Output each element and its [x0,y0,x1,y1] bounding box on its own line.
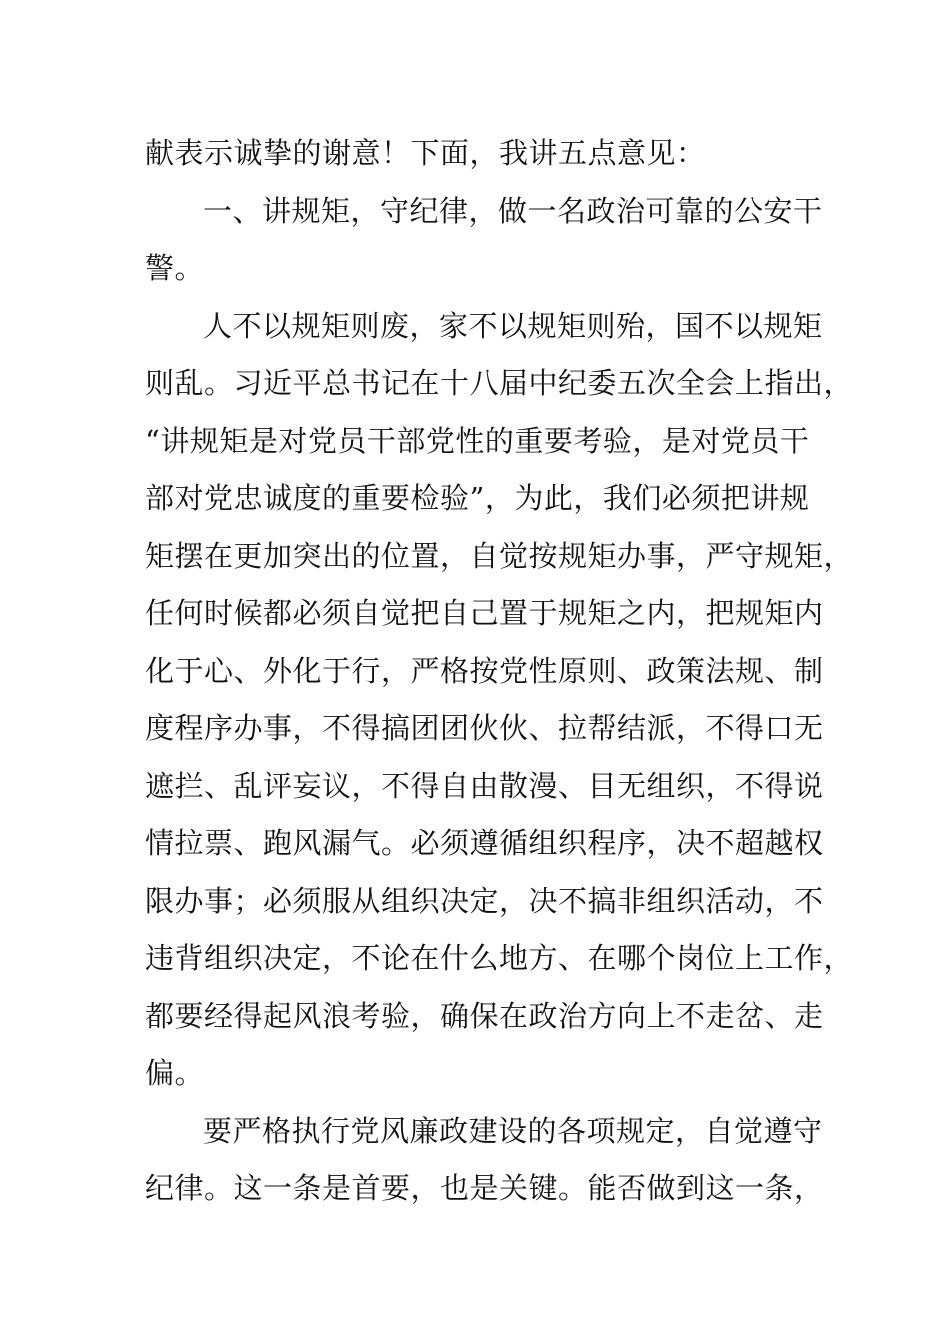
document-body [145,125,854,1218]
text-line-1: 献表示诚挚的谢意！下面，我讲五点意见： [145,136,706,170]
paragraph-line-6: “讲规矩是对党员干部党性的重要考验，是对党员干 [145,423,810,458]
paragraph-line-7: 部对党忠诚度的重要检验”，为此，我们必须把讲规 [145,481,810,515]
paragraph-line-19: 纪律。这一条是首要，也是关键。能否做到这一条， [145,1171,824,1205]
paragraph-line-17: 偏。 [145,1056,205,1090]
paragraph-line-18: 要严格执行党风廉政建设的各项规定，自觉遵守 [203,1113,823,1148]
paragraph-line-4: 人不以规矩则废，家不以规矩则殆，国不以规矩 [203,308,823,343]
paragraph-line-14: 限办事；必须服从组织决定，决不搞非组织活动，不 [145,883,824,918]
paragraph-line-11: 度程序办事，不得搞团团伙伙、拉帮结派，不得口无 [145,711,824,745]
paragraph-line-15: 违背组织决定，不论在什么地方、在哪个岗位上工作， [145,941,854,975]
paragraph-line-9: 任何时候都必须自觉把自己置于规矩之内，把规矩内 [145,596,824,630]
paragraph-line-5: 则乱。习近平总书记在十八届中纪委五次全会上指出， [145,366,854,400]
paragraph-line-16: 都要经得起风浪考验，确保在政治方向上不走岔、走 [145,998,824,1033]
paragraph-line-10: 化于心、外化于行，严格按党性原则、政策法规、制 [145,653,824,688]
paragraph-line-12: 遮拦、乱评妄议，不得自由散漫、目无组织，不得说 [145,768,824,803]
paragraph-line-8: 矩摆在更加突出的位置，自觉按规矩办事，严守规矩， [145,538,854,573]
section-heading-1: 一、讲规矩，守纪律，做一名政治可靠的公安干 [203,193,823,228]
section-heading-1-cont: 警。 [145,251,205,285]
paragraph-line-13: 情拉票、跑风漏气。必须遵循组织程序，决不超越权 [145,826,824,860]
